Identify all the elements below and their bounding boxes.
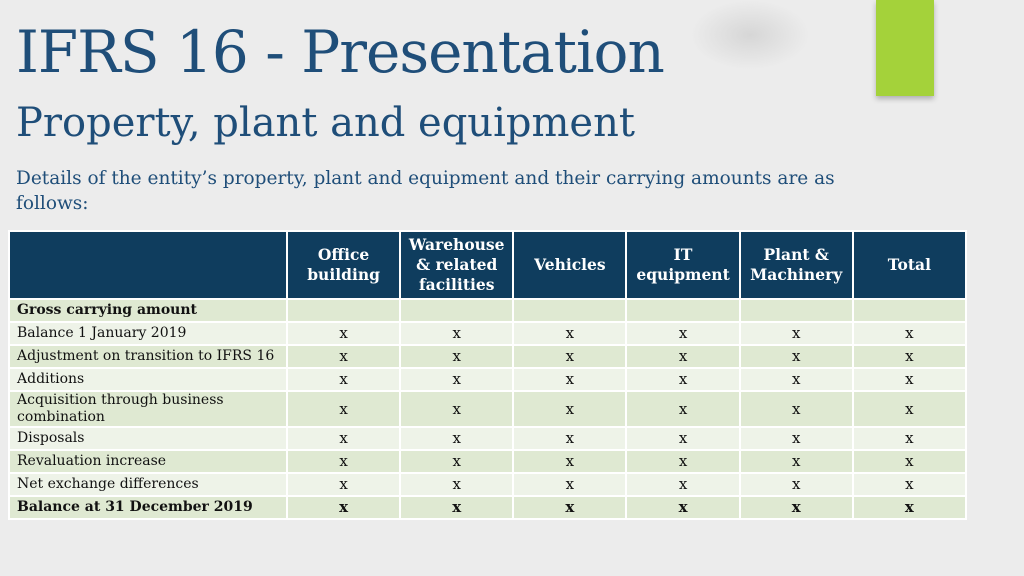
header-plant-machinery: Plant & Machinery [740,231,853,299]
cell-value: x [287,450,400,473]
cell-value: x [740,368,853,391]
cell-value: x [626,322,739,345]
cell-value: x [400,391,513,427]
cell-value: x [626,427,739,450]
cell-value: x [740,322,853,345]
table-row [9,322,966,345]
cell-value: x [740,427,853,450]
cell-value [853,299,966,322]
row-label: Adjustment on transition to IFRS 16 [9,345,287,368]
cell-value: x [853,391,966,427]
cell-value: x [400,496,513,519]
row-label: Gross carrying amount [9,299,287,322]
cell-value: x [287,391,400,427]
table-row [9,368,966,391]
cell-value: x [740,496,853,519]
cell-value: x [400,427,513,450]
cell-value: x [513,368,626,391]
table-row [9,450,966,473]
cell-value: x [513,450,626,473]
cell-value: x [626,368,739,391]
cell-value: x [626,345,739,368]
intro-text: Details of the entity’s property, plant and equipment and their carrying amounts are as follows: [16,168,835,214]
cell-value: x [853,450,966,473]
row-label: Additions [9,368,287,391]
row-label: Disposals [9,427,287,450]
cell-value [513,299,626,322]
cell-value: x [853,473,966,496]
header-it-equipment: IT equipment [626,231,739,299]
cell-value: x [513,496,626,519]
cell-value: x [287,322,400,345]
table-row [9,496,966,519]
cell-value [740,299,853,322]
cell-value [287,299,400,322]
table-row [9,299,966,322]
table-row [9,427,966,450]
cell-value: x [513,427,626,450]
cell-value: x [513,391,626,427]
cell-value: x [853,345,966,368]
table-row [9,345,966,368]
row-label: Balance 1 January 2019 [9,322,287,345]
table-row [9,473,966,496]
cell-value: x [853,368,966,391]
table-header-row [9,231,966,299]
row-label: Revaluation increase [9,450,287,473]
cell-value: x [287,427,400,450]
row-label: Acquisition through business combination [9,391,287,427]
background-glow [690,0,810,70]
ppe-table [8,230,967,520]
header-office-building: Office building [287,231,400,299]
header-empty [9,231,287,299]
cell-value: x [513,345,626,368]
cell-value: x [513,473,626,496]
accent-bar [876,0,934,96]
cell-value: x [740,391,853,427]
header-total: Total [853,231,966,299]
cell-value: x [400,473,513,496]
cell-value: x [740,450,853,473]
page-title: IFRS 16 - Presentation [16,18,664,86]
cell-value [400,299,513,322]
cell-value: x [626,496,739,519]
cell-value: x [740,345,853,368]
cell-value: x [853,322,966,345]
cell-value: x [400,368,513,391]
cell-value: x [626,391,739,427]
cell-value: x [287,496,400,519]
row-label: Balance at 31 December 2019 [9,496,287,519]
cell-value: x [626,450,739,473]
cell-value: x [400,322,513,345]
cell-value: x [740,473,853,496]
row-label: Net exchange differences [9,473,287,496]
cell-value: x [287,368,400,391]
cell-value: x [513,322,626,345]
cell-value: x [400,450,513,473]
cell-value: x [287,345,400,368]
table-row [9,391,966,427]
page-subtitle: Property, plant and equipment [16,100,635,146]
cell-value: x [626,473,739,496]
cell-value: x [853,496,966,519]
cell-value: x [853,427,966,450]
cell-value [626,299,739,322]
cell-value: x [400,345,513,368]
header-warehouse: Warehouse & related facilities [400,231,513,299]
cell-value: x [287,473,400,496]
header-vehicles: Vehicles [513,231,626,299]
